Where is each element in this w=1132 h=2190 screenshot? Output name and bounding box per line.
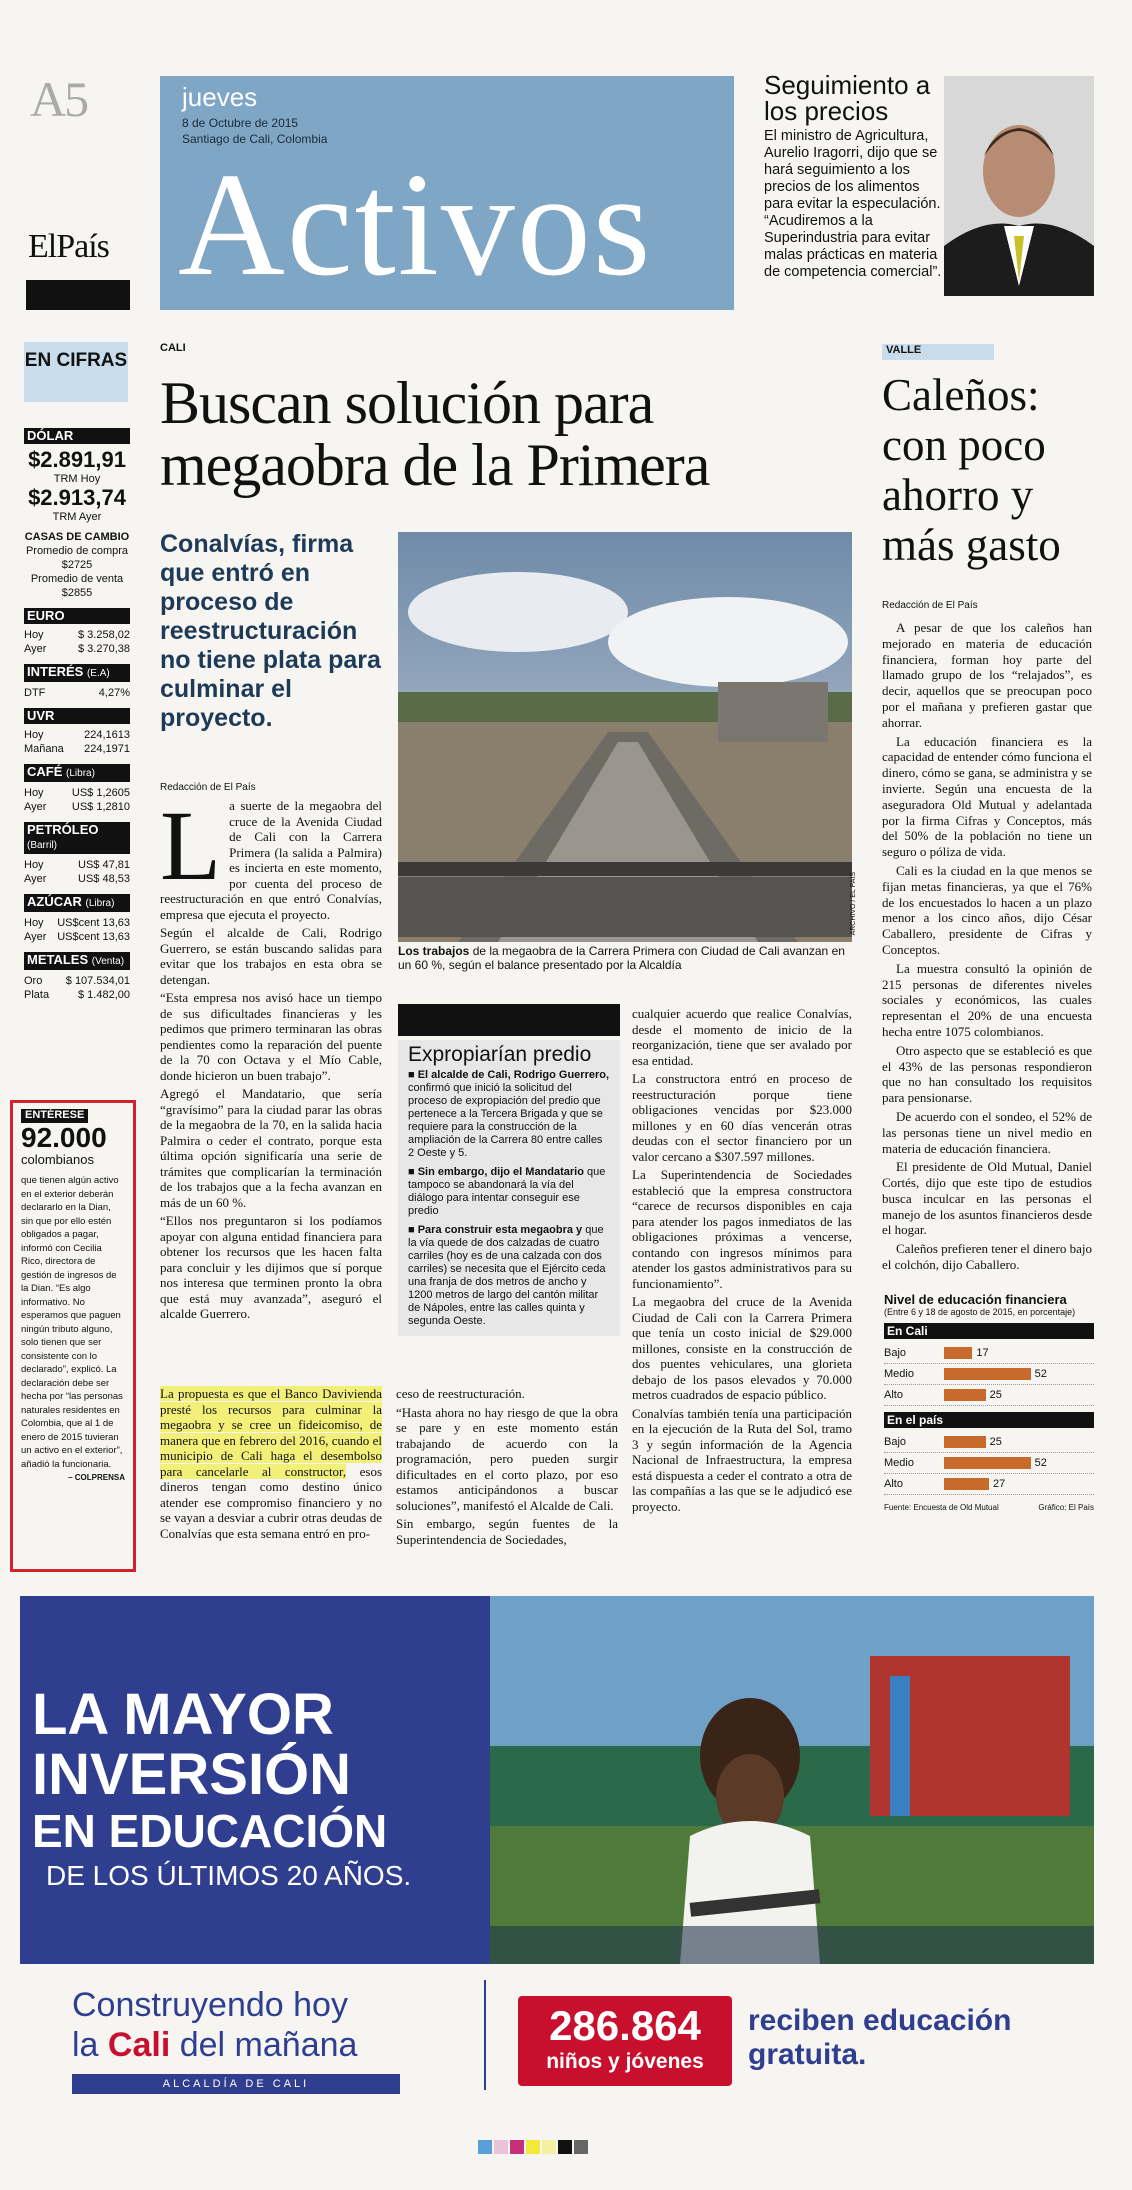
- chart-row: [884, 1364, 1094, 1385]
- paragraph: Conalvías también tenía una participación en la ejecución de la Ruta del Sol, tramo 3 y según información de la Agencia Nacional de Infraestructura, la empresa está dispuesta a ceder el contrato a otra de las compañías a las que se le adjudicó ese proyecto.: [632, 1405, 852, 1514]
- euro-label: EURO: [24, 608, 130, 624]
- color-registration-marks: [478, 2140, 590, 2154]
- enterese-box: [10, 1100, 136, 1572]
- alcaldia-bar: ALCALDÍA DE CALI: [72, 2074, 400, 2094]
- ad-line-1: LA MAYOR: [32, 1682, 334, 1747]
- minister-photo: [944, 76, 1094, 296]
- education-chart: [884, 1292, 1094, 1556]
- ad-slogan-1: Construyendo hoy: [72, 1986, 348, 2024]
- ad-line-2: INVERSIÓN: [32, 1742, 352, 1807]
- side-byline: Redacción de El País: [882, 600, 978, 611]
- chart-category-label: Medio: [884, 1368, 914, 1380]
- list-item: ■ Para construir esta megaobra y que la vía quede de dos calzadas de cuatro carriles (hoy es de una calzada con dos carriles) se necesita que el Ejército ceda una franja de dos metros de ancho y 1200 metros de largo del cantón militar de Nápoles, entre las calles quinta y segunda Oeste.: [408, 1224, 606, 1327]
- main-headline: Buscan solución para megaobra de la Primera: [160, 370, 710, 498]
- construction-photo: [398, 532, 852, 942]
- side-headline: Caleños: con poco ahorro y más gasto: [882, 370, 1061, 570]
- expropiarian-title: Expropiarían predio: [408, 1043, 592, 1066]
- chart-category-label: Bajo: [884, 1436, 907, 1448]
- paragraph: ceso de reestructuración.: [396, 1386, 525, 1401]
- paragraph: “Hasta ahora no hay riesgo de que la obra se pare y en este momento están trabajando de acuerdo con la programación, pero pueden surgir dificultades en el corto plazo, por eso estamos anticipándonos a buscar soluciones”, manifestó el Alcalde de Cali.: [396, 1404, 618, 1513]
- oro-row: Oro $ 107.534,01: [24, 975, 130, 987]
- ad-number-badge: [518, 1996, 732, 2086]
- ad-number-sub: niños y jóvenes: [546, 2050, 704, 2073]
- header-city: Santiago de Cali, Colombia: [182, 132, 328, 146]
- dolar-label: DÓLAR: [24, 428, 130, 444]
- chart-groups: [884, 1323, 1094, 1495]
- education-ad: [20, 1596, 1094, 1964]
- highlighted-text: La propuesta es que el Banco Davivienda presté los recursos para culminar la megaobra y se cree un fideicomiso, de manera que en febrero del 2016, cuando el municipio de Cali haga el desembolso para cancelarle al constructor,: [160, 1386, 382, 1479]
- chart-category-label: Medio: [884, 1457, 914, 1469]
- main-byline: Redacción de El País: [160, 782, 256, 793]
- paragraph: Caleños prefieren tener el dinero bajo el colchón, dijo Caballero.: [882, 1241, 1092, 1273]
- chart-subtitle: (Entre 6 y 18 de agosto de 2015, en porcentaje): [884, 1307, 1076, 1317]
- color-swatch: [526, 2140, 540, 2154]
- chart-bar: [944, 1436, 986, 1448]
- chart-series-label: En Cali: [884, 1323, 1094, 1339]
- paragraph: La muestra consultó la opinión de 215 personas de diferentes niveles sociales y económicos, las cuales representan el 20% de una encuesta hecha entre 1075 colombianos.: [882, 960, 1092, 1039]
- color-swatch: [558, 2140, 572, 2154]
- chart-bar: [944, 1389, 986, 1401]
- chart-bar: [944, 1457, 1031, 1469]
- paragraph: Cali es la ciudad en la que menos se fijan metas financieras, ya que el 76% de los encuestados lo hacen a un plazo menor a los cinco años, dijo César Caballero, presidente de Cifras y Conceptos.: [882, 862, 1092, 957]
- ad-line-3: EN EDUCACIÓN: [32, 1805, 388, 1857]
- chart-row: [884, 1474, 1094, 1495]
- section-title: Activos: [178, 143, 653, 307]
- chart-series-label: En el país: [884, 1412, 1094, 1428]
- main-column-1-bottom: [160, 1386, 382, 1544]
- chart-category-label: Alto: [884, 1478, 903, 1490]
- trm-hoy-label: TRM Hoy: [53, 473, 101, 485]
- paragraph: A pesar de que los caleños han mejorado en materia de educación financiera, forman hoy parte del llamado grupo de los “relajados”, es decir, aquellos que se preocupan poco por el mañana y prefieren gastar que ahorrar.: [882, 620, 1092, 730]
- photo-caption: Los trabajos de la megaobra de la Carrera Primera con Ciudad de Cali avanzan en un 60 %, según el balance presentado por la Alcaldía: [398, 944, 845, 972]
- paragraph: La educación financiera es la capacidad de entender cómo funciona el dinero, cómo se gana, se administra y se invierte. Según una encuesta de la aseguradora Old Mutual y adelantada por la firma Cifras y Conceptos, más del 50% de la población no tiene un seguro o póliza de vida.: [882, 733, 1092, 860]
- chart-value-label: 52: [1034, 1457, 1047, 1469]
- chart-category-label: Alto: [884, 1389, 903, 1401]
- paragraph: Otro aspecto que se estableció es que el 43% de las personas respondieron que no han consultado los requisitos para pensionarse.: [882, 1042, 1092, 1106]
- venta-label: Promedio de venta: [30, 573, 124, 585]
- cifras-panel: [24, 420, 130, 1002]
- paragraph: La Superintendencia de Sociedades estableció que la empresa constructora “carece de recursos disponibles en caja para atender los pagos inmediatos de las obligaciones próximas a vencerse, contando con ingresos mínimos para atender los gastos administrativos para su funcionamiento”.: [632, 1167, 852, 1291]
- paragraph: Según el alcalde de Cali, Rodrigo Guerrero, se están buscando salidas para evitar que los trabajos en esta obra se detengan.: [160, 925, 382, 987]
- paragraph: cualquier acuerdo que realice Conalvías, desde el momento de inicio de la reorganización, tiene que ser avalado por esa entidad.: [632, 1006, 852, 1068]
- section-label-valle: VALLE: [882, 344, 994, 360]
- chart-value-label: 17: [976, 1347, 989, 1359]
- color-swatch: [542, 2140, 556, 2154]
- uvr-hoy-row: Hoy 224,1613: [24, 729, 130, 741]
- paragraph: De acuerdo con el sondeo, el 52% de las personas tiene un nivel medio en materia de educación financiera.: [882, 1108, 1092, 1156]
- metales-label: METALES (Venta): [24, 952, 130, 970]
- masthead-bar: [26, 280, 130, 310]
- interes-label: INTERÉS (E.A): [24, 664, 130, 682]
- cifras-header: EN CIFRAS: [24, 342, 128, 402]
- ad-slogan-2: la Cali del mañana: [72, 2026, 358, 2064]
- seguimiento-text: El ministro de Agricultura, Aurelio Iragorri, dijo que se hará seguimiento a los precios de los alimentos para evitar la especulación. “Acudiremos a la Superindustria para evitar malas prácticas en materia de competencia comercial”.: [764, 128, 942, 280]
- chart-bar: [944, 1368, 1031, 1380]
- chart-value-label: 27: [993, 1478, 1006, 1490]
- trm-ayer-label: TRM Ayer: [52, 511, 102, 523]
- main-column-1: [160, 790, 382, 1325]
- main-deck: Conalvías, firma que entró en proceso de reestructuración no tiene plata para culminar el proyecto.: [160, 530, 381, 732]
- trm-ayer: $2.913,74: [28, 485, 126, 510]
- color-swatch: [478, 2140, 492, 2154]
- chart-source: Fuente: Encuesta de Old Mutual: [884, 1503, 999, 1512]
- petroleo-label: PETRÓLEO (Barril): [24, 822, 130, 854]
- plata-row: Plata $ 1.482,00: [24, 989, 130, 1001]
- drop-cap: L: [160, 790, 222, 901]
- paragraph: La propuesta es que el Banco Davivienda presté los recursos para culminar la megaobra y se cree un fideicomiso, de manera que en febrero del 2016, cuando el municipio de Cali haga el desembolso para cancelarle al constructor, esos dineros tengan como destino único atender ese compromiso financiero y no se vayan a desviar a cubrir otras deudas de Conalvías que esta semana entró en pro-: [160, 1386, 383, 1541]
- ad-number: 286.864: [549, 2002, 701, 2049]
- euro-hoy-row: Hoy $ 3.258,02: [24, 629, 130, 641]
- list-item: ■ El alcalde de Cali, Rodrigo Guerrero, confirmó que inició la solicitud del proceso de expropiación del predio que pertenece a la Tercera Brigada y que se requiere para la construcción de la ampliación de la Carrera 80 entre calles 2 Oeste y 5.: [408, 1069, 610, 1159]
- section-header: [160, 76, 734, 310]
- trm-hoy: $2.891,91: [28, 447, 126, 472]
- paragraph: Agregó el Mandatario, que sería “gravísimo” para la ciudad parar las obras de la megaobra de la 70, en la salida hacia Palmira o ceder el contrato, porque esta última opción significaría una serie de trámites que complicarían la terminación de los trabajos que a la fecha avanzan en más de un 60 %.: [160, 1086, 382, 1210]
- paragraph: Sin embargo, según fuentes de la Superintendencia de Sociedades,: [396, 1516, 618, 1547]
- page-number: A5: [30, 71, 88, 127]
- sidebar-black-bar: [398, 1004, 620, 1036]
- list-item: ■ Sin embargo, dijo el Mandatario que tampoco se abandonará la vía del diálogo para intentar conseguir ese predio: [408, 1166, 606, 1217]
- chart-value-label: 25: [989, 1436, 1002, 1448]
- paragraph: a suerte de la megaobra del cruce de la Avenida Ciudad de Cali con la Carrera Primera (la salida a Palmira) es incierta en este momento, por cuenta del proceso de reestructuración en que entró Conalvías, empresa que ejecuta el proyecto.: [160, 798, 382, 922]
- header-day: jueves: [182, 82, 258, 112]
- chart-row: [884, 1385, 1094, 1406]
- color-swatch: [574, 2140, 588, 2154]
- chart-value-label: 25: [989, 1389, 1002, 1401]
- azucar-label: AZÚCAR (Libra): [24, 894, 130, 912]
- compra-value: $2725: [61, 559, 93, 571]
- expropiarian-box: [398, 1040, 620, 1336]
- main-column-3: [632, 1006, 852, 1517]
- side-body: [882, 620, 1092, 1276]
- petroleo-ayer-row: Ayer US$ 48,53: [24, 873, 130, 885]
- ad-reciben: reciben educación gratuita.: [748, 2004, 1012, 2071]
- venta-value: $2855: [61, 587, 93, 599]
- chart-category-label: Bajo: [884, 1347, 907, 1359]
- euro-ayer-row: Ayer $ 3.270,38: [24, 643, 130, 655]
- enterese-tag: ENTÉRESE: [21, 1109, 88, 1123]
- paragraph: “Ellos nos preguntaron si los podíamos apoyar con alguna entidad financiera para obtener los recursos que les hacen falta para concluir y les dijimos que sí porque nos interesa que terminen pronto la obra que está muy avanzada”, aseguró el alcalde Guerrero.: [160, 1213, 382, 1321]
- enterese-text: que tienen algún activo en el exterior deberán declararlo en la Dian, sin que por ello estén obligados a pagar, informó con Cecilia Rico, directora de gestión de ingresos de la Dian. “Es algo informativo. No esperamos que paguen ningún tributo alguno, solo tienen que ser consistente con lo declarado”, explicó. La declaración debe ser hecha por “las personas naturales residentes en Colombia, que al 1 de enero de 2015 tuvieran un activo en el exterior”, añadió la funcionaria.: [21, 1175, 123, 1470]
- ad-divider: [484, 1980, 486, 2090]
- azucar-hoy-row: Hoy US$cent 13,63: [24, 917, 130, 929]
- dtf-row: DTF 4,27%: [24, 687, 130, 699]
- uvr-manana-row: Mañana 224,1971: [24, 743, 130, 755]
- chart-value-label: 52: [1034, 1368, 1047, 1380]
- color-swatch: [494, 2140, 508, 2154]
- azucar-ayer-row: Ayer US$cent 13,63: [24, 931, 130, 943]
- newspaper-name: ElPaís: [28, 228, 109, 265]
- ad-line-4: DE LOS ÚLTIMOS 20 AÑOS.: [46, 1860, 412, 1891]
- chart-row: [884, 1453, 1094, 1474]
- cafe-label: CAFÉ (Libra): [24, 764, 130, 782]
- color-swatch: [510, 2140, 524, 2154]
- paragraph: El presidente de Old Mutual, Daniel Cortés, dijo que este tipo de estudios busca inculcar en las personas el manejo de los asuntos financieros desde el hogar.: [882, 1159, 1092, 1238]
- chart-bar: [944, 1478, 989, 1490]
- enterese-label: colombianos: [21, 1151, 94, 1167]
- chart-credit: Gráfico: El País: [1038, 1503, 1094, 1512]
- section-label-cali: CALI: [160, 342, 186, 354]
- paragraph: La megaobra del cruce de la Avenida Ciudad de Cali con la Carrera Primera que tenía un costo inicial de $29.000 millones, consiste en la construcción de dos puentes vehiculares, una glorieta debajo de los pasos elevados y 70.000 metros cuadrados de espacio público.: [632, 1294, 852, 1402]
- petroleo-hoy-row: Hoy US$ 47,81: [24, 859, 130, 871]
- paragraph: “Esta empresa nos avisó hace un tiempo de sus dificultades financieras y les pedimos que primero terminaran las obras pendientes como la reparación del puente de la 70 con Octava y el Mío Cable, donde hicieron un buen trabajo”.: [160, 990, 382, 1083]
- paragraph: La constructora entró en proceso de reestructuración porque tiene obligaciones vencidas por $23.000 millones y en 60 días vencerán otras deudas con el sector financiero por un valor cercano a $307.597 millones.: [632, 1071, 852, 1164]
- header-date: 8 de Octubre de 2015: [182, 116, 299, 130]
- compra-label: Promedio de compra: [25, 545, 129, 557]
- chart-footer: [884, 1503, 1094, 1512]
- enterese-source: – COLPRENSA: [68, 1473, 125, 1482]
- chart-bar: [944, 1347, 972, 1359]
- cafe-ayer-row: Ayer US$ 1,2810: [24, 801, 130, 813]
- casas-label: CASAS DE CAMBIO: [24, 531, 130, 543]
- ad-photo: [490, 1596, 1094, 1964]
- chart-row: [884, 1432, 1094, 1453]
- cafe-hoy-row: Hoy US$ 1,2605: [24, 787, 130, 799]
- enterese-number: 92.000: [21, 1121, 107, 1153]
- photo-credit: ARCHIVO / EL PAÍS: [850, 872, 857, 936]
- seguimiento-title: Seguimiento a los precios: [764, 70, 931, 126]
- main-column-2-bottom: [396, 1386, 618, 1550]
- chart-title: Nivel de educación financiera: [884, 1292, 1067, 1307]
- uvr-label: UVR: [24, 708, 130, 724]
- chart-row: [884, 1343, 1094, 1364]
